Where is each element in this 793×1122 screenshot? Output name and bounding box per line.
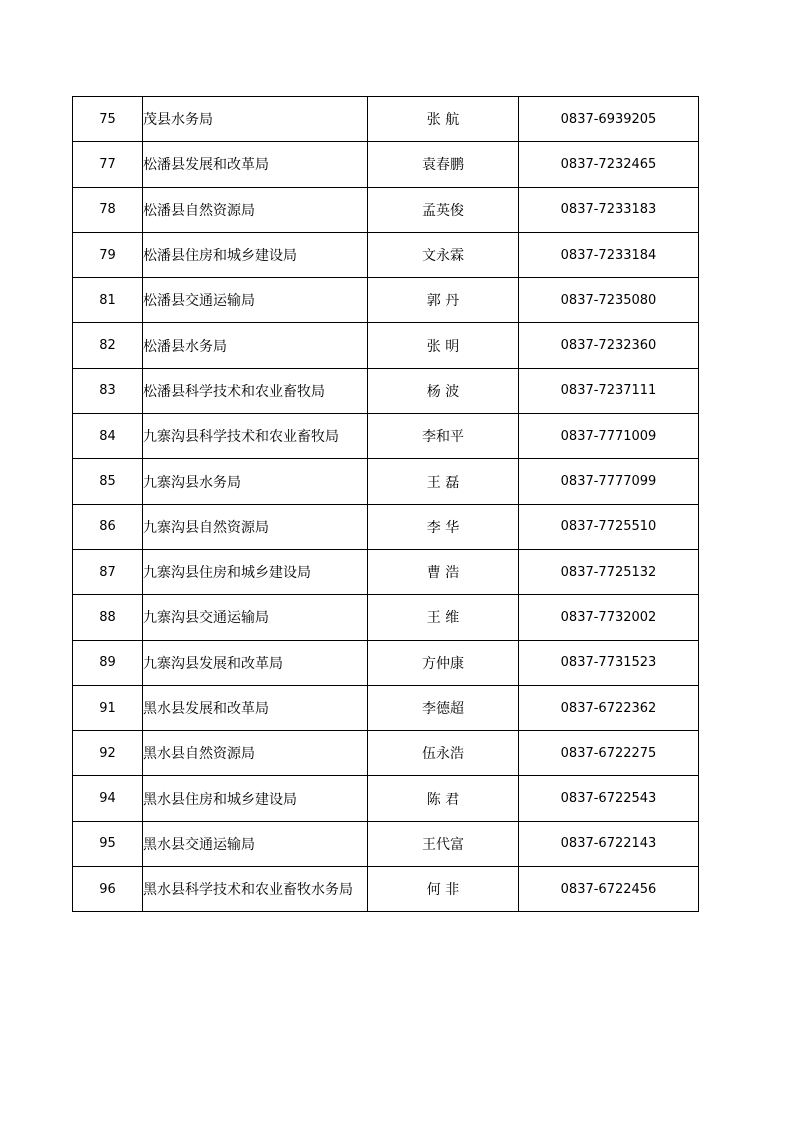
phone-number: 0837-7725510 — [519, 504, 699, 549]
table-row — [73, 731, 699, 776]
row-number: 84 — [73, 414, 143, 459]
row-number: 77 — [73, 142, 143, 187]
table-row — [73, 595, 699, 640]
phone-number: 0837-7232465 — [519, 142, 699, 187]
row-number: 81 — [73, 278, 143, 323]
row-number: 91 — [73, 685, 143, 730]
unit-name: 九寨沟县科学技术和农业畜牧局 — [143, 414, 368, 459]
contact-person: 王 磊 — [368, 459, 519, 504]
contact-person: 陈 君 — [368, 776, 519, 821]
phone-number: 0837-7732002 — [519, 595, 699, 640]
table-row — [73, 504, 699, 549]
table-row — [73, 685, 699, 730]
phone-number: 0837-6722543 — [519, 776, 699, 821]
table-row — [73, 142, 699, 187]
phone-number: 0837-7777099 — [519, 459, 699, 504]
table-row — [73, 232, 699, 277]
phone-number: 0837-6722275 — [519, 731, 699, 776]
contact-person: 王代富 — [368, 821, 519, 866]
phone-number: 0837-7237111 — [519, 368, 699, 413]
unit-name: 黑水县科学技术和农业畜牧水务局 — [143, 867, 368, 912]
row-number: 85 — [73, 459, 143, 504]
unit-name: 松潘县科学技术和农业畜牧局 — [143, 368, 368, 413]
phone-number: 0837-7233183 — [519, 187, 699, 232]
contact-person: 郭 丹 — [368, 278, 519, 323]
table-row — [73, 187, 699, 232]
table-row — [73, 549, 699, 594]
table-row — [73, 323, 699, 368]
phone-number: 0837-6722143 — [519, 821, 699, 866]
contact-person: 袁春鹏 — [368, 142, 519, 187]
row-number: 75 — [73, 97, 143, 142]
unit-name: 黑水县发展和改革局 — [143, 685, 368, 730]
contact-person: 李和平 — [368, 414, 519, 459]
table-row — [73, 640, 699, 685]
row-number: 96 — [73, 867, 143, 912]
contact-person: 孟英俊 — [368, 187, 519, 232]
contact-person: 李 华 — [368, 504, 519, 549]
contacts-table-body — [73, 97, 699, 912]
contact-person: 杨 波 — [368, 368, 519, 413]
phone-number: 0837-7731523 — [519, 640, 699, 685]
unit-name: 黑水县交通运输局 — [143, 821, 368, 866]
phone-number: 0837-7771009 — [519, 414, 699, 459]
contact-person: 王 维 — [368, 595, 519, 640]
phone-number: 0837-6722456 — [519, 867, 699, 912]
unit-name: 松潘县交通运输局 — [143, 278, 368, 323]
table-row — [73, 821, 699, 866]
table-row — [73, 414, 699, 459]
row-number: 78 — [73, 187, 143, 232]
row-number: 87 — [73, 549, 143, 594]
row-number: 94 — [73, 776, 143, 821]
table-row — [73, 368, 699, 413]
contact-person: 方仲康 — [368, 640, 519, 685]
unit-name: 茂县水务局 — [143, 97, 368, 142]
contact-person: 张 明 — [368, 323, 519, 368]
row-number: 95 — [73, 821, 143, 866]
phone-number: 0837-7725132 — [519, 549, 699, 594]
unit-name: 九寨沟县水务局 — [143, 459, 368, 504]
unit-name: 松潘县水务局 — [143, 323, 368, 368]
unit-name: 九寨沟县住房和城乡建设局 — [143, 549, 368, 594]
contact-person: 何 非 — [368, 867, 519, 912]
table-row — [73, 459, 699, 504]
row-number: 86 — [73, 504, 143, 549]
table-row — [73, 97, 699, 142]
phone-number: 0837-7235080 — [519, 278, 699, 323]
unit-name: 九寨沟县交通运输局 — [143, 595, 368, 640]
contact-person: 曹 浩 — [368, 549, 519, 594]
contact-person: 文永霖 — [368, 232, 519, 277]
phone-number: 0837-6939205 — [519, 97, 699, 142]
table-row — [73, 776, 699, 821]
phone-number: 0837-7233184 — [519, 232, 699, 277]
unit-name: 松潘县发展和改革局 — [143, 142, 368, 187]
phone-number: 0837-6722362 — [519, 685, 699, 730]
unit-name: 九寨沟县自然资源局 — [143, 504, 368, 549]
phone-number: 0837-7232360 — [519, 323, 699, 368]
contact-person: 李德超 — [368, 685, 519, 730]
contacts-table — [72, 96, 699, 912]
row-number: 83 — [73, 368, 143, 413]
table-row — [73, 278, 699, 323]
unit-name: 黑水县自然资源局 — [143, 731, 368, 776]
contact-person: 伍永浩 — [368, 731, 519, 776]
row-number: 88 — [73, 595, 143, 640]
contact-person: 张 航 — [368, 97, 519, 142]
row-number: 82 — [73, 323, 143, 368]
unit-name: 黑水县住房和城乡建设局 — [143, 776, 368, 821]
table-row — [73, 867, 699, 912]
row-number: 92 — [73, 731, 143, 776]
unit-name: 九寨沟县发展和改革局 — [143, 640, 368, 685]
unit-name: 松潘县住房和城乡建设局 — [143, 232, 368, 277]
row-number: 79 — [73, 232, 143, 277]
row-number: 89 — [73, 640, 143, 685]
unit-name: 松潘县自然资源局 — [143, 187, 368, 232]
